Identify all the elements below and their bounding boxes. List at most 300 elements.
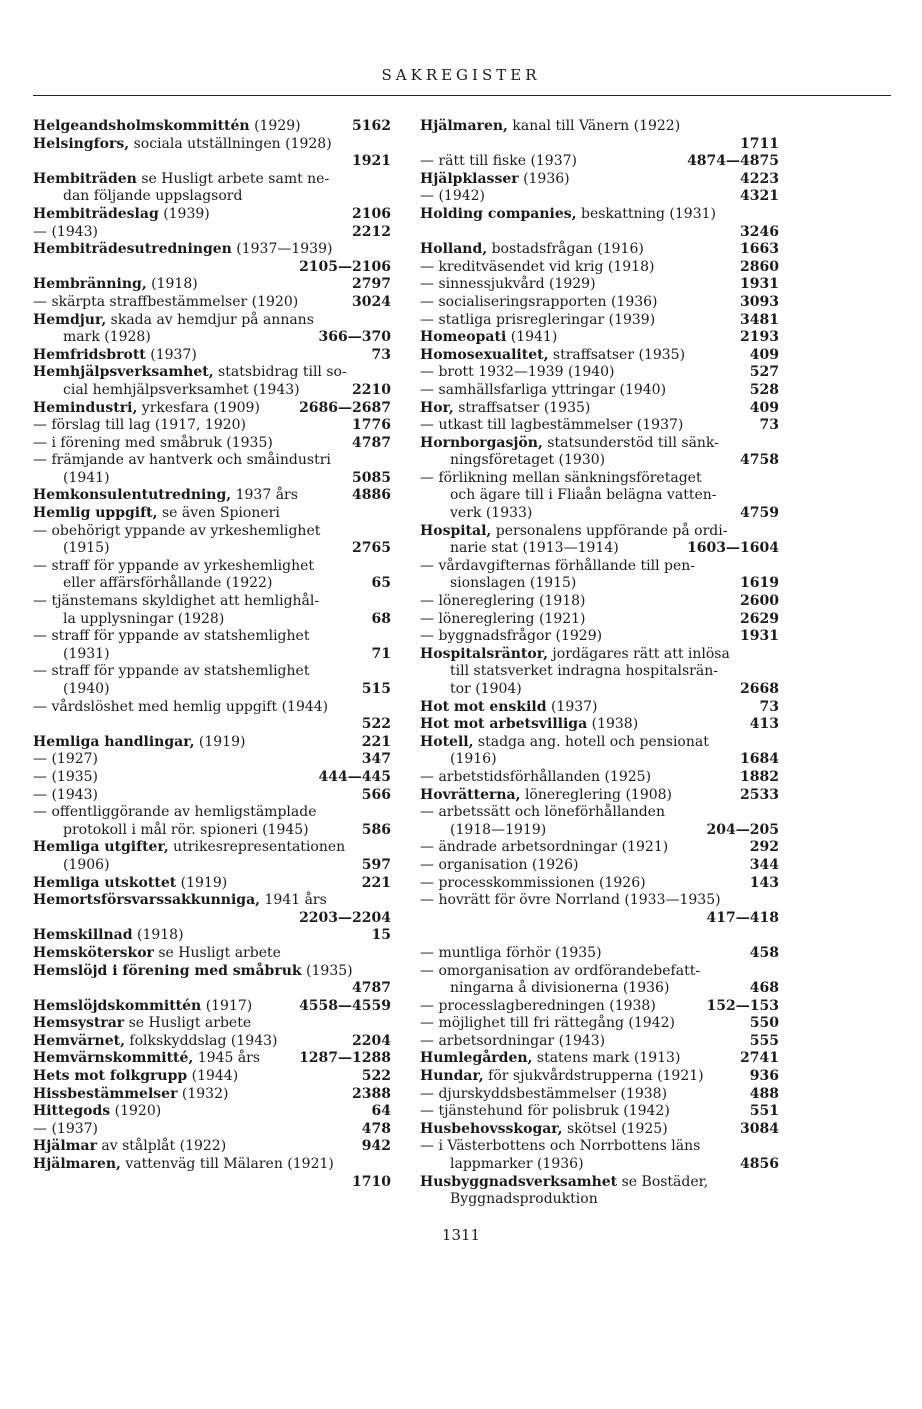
entry-text: — vårdslöshet med hemlig uppgift (1944) (33, 698, 329, 715)
page-reference-line (33, 910, 391, 928)
index-subentry (420, 1015, 779, 1033)
entry-text: se Husligt arbete samt ne- (141, 170, 330, 187)
entry-text: — tjänstemans skyldighet att hemlighål- (33, 593, 320, 610)
page-reference: 527 (749, 364, 779, 381)
index-subentry (33, 699, 391, 717)
entry-text: skötsel (1925) (566, 1120, 668, 1137)
index-entry (420, 329, 779, 347)
entry-text: (1939) (163, 205, 210, 222)
entry-headword: Hemsystrar (33, 1015, 125, 1032)
entry-text: (1937) (550, 698, 598, 715)
entry-text: — muntliga förhör (1935) (420, 944, 602, 961)
entry-text: — tjänstehund för polisbruk (1942) (420, 1103, 670, 1120)
index-subentry (420, 1033, 779, 1051)
page-reference-line (33, 716, 391, 734)
index-entry (33, 364, 391, 382)
index-entry (420, 734, 779, 752)
page-reference: 2860 (740, 258, 779, 275)
page-reference: 2600 (740, 593, 779, 610)
index-subentry (33, 681, 391, 699)
entry-headword: Hemhjälpsverksamhet, (33, 364, 214, 381)
entry-headword: Hittegods (33, 1103, 111, 1120)
entry-text: straffsatser (1935) (552, 346, 686, 363)
page-reference: 204—205 (706, 821, 779, 838)
entry-headword: Hemliga handlingar, (33, 733, 195, 750)
index-subentry (33, 628, 391, 646)
page-reference: 488 (749, 1085, 779, 1102)
entry-text: (1929) (254, 118, 301, 134)
index-entry (33, 892, 391, 910)
blank-line (420, 927, 779, 945)
entry-headword: Hor, (420, 399, 454, 416)
page-reference: 1776 (352, 417, 391, 434)
page-reference: 2212 (352, 223, 391, 240)
page-reference: 1931 (740, 628, 779, 645)
page-reference: 409 (749, 399, 779, 416)
page-reference: 515 (361, 681, 391, 697)
entry-text: — arbetssätt och löneförhållanden (420, 804, 665, 821)
entry-headword: Helsingfors, (33, 135, 130, 152)
entry-text: (1917) (205, 997, 253, 1014)
index-subentry (420, 1138, 779, 1156)
index-subentry (33, 575, 391, 593)
entry-text: sionslagen (1915) (450, 575, 577, 592)
page-reference-line (420, 910, 779, 928)
entry-text: — statliga prisregleringar (1939) (420, 311, 656, 328)
entry-text: — vårdavgifternas förhållande till pen- (420, 557, 696, 574)
entry-text: tor (1904) (450, 681, 522, 697)
index-entry (33, 927, 391, 945)
entry-text: utrikesrepresentationen (173, 839, 346, 856)
index-entry (420, 347, 779, 365)
page-reference: 2686—2687 (299, 399, 391, 416)
entry-text: verk (1933) (450, 505, 533, 522)
index-subentry (420, 1086, 779, 1104)
entry-text: (1941) (63, 469, 110, 486)
entry-text: — organisation (1926) (420, 856, 579, 873)
index-subentry (420, 681, 779, 699)
index-subentry (33, 787, 391, 805)
entry-headword: Hemslöjdskommittén (33, 997, 202, 1014)
index-entry (33, 312, 391, 330)
entry-text: statens mark (1913) (536, 1050, 681, 1067)
entry-text: och ägare till i Fliaån belägna vatten- (450, 487, 717, 504)
index-subentry (420, 628, 779, 646)
entry-text: — processlagberedningen (1938) (420, 997, 656, 1014)
index-column-left (33, 118, 391, 1191)
page-reference: 2388 (352, 1085, 391, 1102)
page-reference: 522 (361, 1068, 391, 1085)
entry-text: — (1943) (33, 786, 99, 803)
entry-text: — förslag till lag (1917, 1920) (33, 417, 247, 434)
page-reference: 4886 (352, 487, 391, 504)
entry-text: (1935) (306, 962, 353, 979)
entry-text: för sjukvårdstrupperna (1921) (488, 1068, 704, 1085)
index-subentry (420, 417, 779, 435)
index-subentry (33, 611, 391, 629)
index-entry (420, 1068, 779, 1086)
entry-text: bostadsfrågan (1916) (491, 241, 644, 258)
index-entry (33, 734, 391, 752)
entry-headword: Hembiträden (33, 170, 137, 187)
entry-text: — utkast till lagbestämmelser (1937) (420, 417, 684, 434)
page-reference-line (420, 224, 779, 242)
page-reference: 4558—4559 (299, 997, 391, 1014)
index-entry (420, 523, 779, 541)
index-subentry (420, 769, 779, 787)
index-subentry (33, 417, 391, 435)
index-subentry (420, 294, 779, 312)
index-subentry (33, 470, 391, 488)
entry-text: — offentliggörande av hemligstämplade (33, 804, 317, 821)
index-entry (33, 1068, 391, 1086)
index-subentry (420, 1156, 779, 1174)
index-entry (420, 400, 779, 418)
index-subentry (420, 259, 779, 277)
entry-text: — socialiseringsrapporten (1936) (420, 293, 658, 310)
page-reference: 586 (361, 821, 391, 838)
index-entry (33, 136, 391, 154)
entry-text: — rätt till fiske (1937) (420, 153, 577, 170)
entry-text: — möjlighet till fri rättegång (1942) (420, 1015, 675, 1032)
entry-headword: Hemdjur, (33, 311, 107, 328)
entry-text: skada av hemdjur på annans (110, 311, 314, 328)
entry-text: protokoll i mål rör. spioneri (1945) (63, 821, 309, 838)
page-reference: 550 (749, 1015, 779, 1032)
page-reference: 3481 (740, 311, 779, 328)
page-reference: 292 (749, 839, 779, 856)
index-subentry (33, 804, 391, 822)
index-subentry (33, 558, 391, 576)
page-reference: 3084 (740, 1120, 779, 1137)
entry-headword: Hjälmar (33, 1138, 97, 1155)
page-reference: 1931 (740, 276, 779, 293)
page-reference: 478 (361, 1120, 391, 1137)
page-reference: 417—418 (706, 909, 779, 926)
entry-text: — (1927) (33, 751, 99, 768)
entry-text: mark (1928) (63, 329, 151, 346)
entry-text: (1937) (150, 346, 197, 363)
entry-text: — processkommissionen (1926) (420, 874, 646, 891)
index-subentry (33, 224, 391, 242)
page-reference-line (33, 1174, 391, 1192)
entry-headword: Husbehovsskogar, (420, 1120, 563, 1137)
index-entry (420, 171, 779, 189)
page-reference: 2204 (352, 1032, 391, 1049)
page-reference: 2193 (740, 329, 779, 346)
header-rule (33, 95, 891, 96)
index-entry (420, 241, 779, 259)
entry-text: se Bostäder, (621, 1173, 709, 1190)
entry-text: — i förening med småbruk (1935) (33, 434, 273, 451)
index-entry (420, 787, 779, 805)
page-reference-line (33, 259, 391, 277)
index-subentry (420, 593, 779, 611)
index-entry (33, 1050, 391, 1068)
entry-headword: Hornborgasjön, (420, 434, 543, 451)
entry-text: — byggnadsfrågor (1929) (420, 628, 603, 645)
index-entry (33, 171, 391, 189)
page-reference: 2210 (352, 381, 391, 398)
page-reference: 444—445 (318, 768, 391, 785)
entry-text: yrkesfara (1909) (141, 399, 260, 416)
page-reference: 3093 (740, 293, 779, 310)
entry-text: — förlikning mellan sänkningsföretaget (420, 469, 702, 486)
entry-text: statsunderstöd till sänk- (547, 434, 719, 451)
index-subentry (33, 523, 391, 541)
entry-text: sociala utställningen (1928) (133, 135, 332, 152)
page-reference: 3246 (740, 223, 779, 240)
index-subentry (33, 593, 391, 611)
entry-text: (1916) (450, 751, 497, 768)
page-reference: 468 (749, 980, 779, 997)
entry-text: (1919) (180, 874, 228, 891)
entry-text: — främjande av hantverk och småindustri (33, 452, 331, 469)
entry-text: Byggnadsproduktion (450, 1191, 598, 1208)
page-reference: 366—370 (318, 329, 391, 346)
entry-headword: Hospital, (420, 522, 492, 539)
page-reference: 2106 (352, 205, 391, 222)
entry-text: dan följande uppslagsord (63, 188, 243, 205)
index-subentry (420, 364, 779, 382)
index-subentry (33, 646, 391, 664)
entry-headword: Hot mot enskild (420, 698, 547, 715)
entry-text: (1906) (63, 856, 110, 873)
entry-text: — arbetsordningar (1943) (420, 1032, 606, 1049)
entry-headword: Hemliga utgifter, (33, 839, 169, 856)
page-reference: 3024 (352, 293, 391, 310)
index-subentry (33, 822, 391, 840)
entry-headword: Homosexualitet, (420, 346, 549, 363)
page-reference: 942 (361, 1138, 391, 1155)
index-entry (33, 276, 391, 294)
page-reference: 4787 (352, 980, 391, 997)
entry-text: (1919) (198, 733, 246, 750)
entry-headword: Hot mot arbetsvilliga (420, 716, 588, 733)
index-subentry (420, 663, 779, 681)
entry-text: cial hemhjälpsverksamhet (1943) (63, 381, 300, 398)
page-reference: 221 (361, 874, 391, 891)
entry-headword: Humlegården, (420, 1050, 533, 1067)
index-entry (420, 1121, 779, 1139)
page-reference: 4787 (352, 434, 391, 451)
entry-headword: Hemvärnskommitté, (33, 1050, 194, 1067)
index-entry (33, 963, 391, 981)
index-subentry (33, 382, 391, 400)
index-entry (33, 839, 391, 857)
page-reference: 64 (371, 1103, 391, 1120)
index-entry (33, 118, 391, 136)
entry-text: — lönereglering (1918) (420, 593, 586, 610)
page-reference: 413 (749, 716, 779, 733)
entry-text: narie stat (1913—1914) (450, 540, 619, 557)
entry-text: straffsatser (1935) (458, 399, 591, 416)
index-subentry (420, 153, 779, 171)
index-entry (420, 118, 779, 136)
page-reference: 1663 (740, 241, 779, 258)
page-reference: 522 (361, 716, 391, 733)
entry-text: (1918—1919) (450, 821, 547, 838)
page-reference: 73 (759, 417, 779, 434)
index-entry (33, 1103, 391, 1121)
index-subentry (420, 875, 779, 893)
entry-text: — (1935) (33, 768, 99, 785)
entry-text: — ändrade arbetsordningar (1921) (420, 839, 669, 856)
entry-text: — straff för yppande av statshemlighet (33, 663, 310, 680)
entry-text: lappmarker (1936) (450, 1156, 584, 1173)
index-subentry (420, 839, 779, 857)
entry-text: — straff för yppande av statshemlighet (33, 628, 310, 645)
entry-text: — kreditväsendet vid krig (1918) (420, 258, 655, 275)
entry-headword: Hovrätterna, (420, 786, 521, 803)
entry-text: kanal till Vänern (1922) (512, 118, 681, 134)
index-subentry (33, 857, 391, 875)
entry-text: 1945 års (197, 1050, 261, 1067)
index-subentry (420, 751, 779, 769)
entry-text: — samhällsfarliga yttringar (1940) (420, 381, 667, 398)
index-entry (420, 435, 779, 453)
entry-text: statsbidrag till so- (218, 364, 347, 381)
entry-text: (1940) (63, 681, 110, 697)
page-reference: 1921 (352, 153, 391, 170)
page-reference: 1710 (352, 1173, 391, 1190)
index-entry (420, 699, 779, 717)
index-subentry (420, 945, 779, 963)
entry-text: 1937 års (235, 487, 298, 504)
entry-text: till statsverket indragna hospitalsrän- (450, 663, 718, 680)
entry-headword: Hemfridsbrott (33, 346, 146, 363)
entry-text: se Husligt arbete (158, 944, 281, 961)
entry-text: — (1937) (33, 1120, 99, 1137)
page-reference: 344 (749, 856, 779, 873)
entry-headword: Hjälpklasser (420, 170, 519, 187)
page-reference: 143 (749, 874, 779, 891)
entry-headword: Hemslöjd i förening med småbruk (33, 962, 302, 979)
index-subentry (420, 1191, 779, 1209)
page-reference: 4856 (740, 1156, 779, 1173)
index-subentry (33, 452, 391, 470)
index-entry (33, 241, 391, 259)
entry-text: eller affärsförhållande (1922) (63, 575, 273, 592)
page-reference: 1684 (740, 751, 779, 768)
index-subentry (420, 276, 779, 294)
index-subentry (420, 312, 779, 330)
index-entry (420, 1050, 779, 1068)
entry-text: — hovrätt för övre Norrland (1933—1935) (420, 892, 721, 909)
entry-text: ningarna å divisionerna (1936) (450, 980, 670, 997)
entry-text: personalens uppförande på ordi- (495, 522, 728, 539)
index-entry (33, 1015, 391, 1033)
entry-text: (1915) (63, 540, 110, 557)
index-subentry (33, 435, 391, 453)
entry-text: beskattning (1931) (580, 205, 716, 222)
index-subentry (420, 575, 779, 593)
entry-text: stadga ang. hotell och pensionat (477, 733, 709, 750)
index-entry (420, 716, 779, 734)
entry-headword: Holding companies, (420, 205, 577, 222)
entry-text: (1918) (151, 276, 198, 293)
index-subentry (420, 540, 779, 558)
entry-text: — straff för yppande av yrkeshemlighet (33, 557, 315, 574)
page-reference: 2741 (740, 1050, 779, 1067)
index-entry (33, 1156, 391, 1174)
page-reference: 73 (371, 346, 391, 363)
entry-text: 1941 års (264, 892, 327, 909)
page-reference-line (33, 980, 391, 998)
entry-text: (1941) (510, 329, 558, 346)
page-reference: 2203—2204 (299, 909, 391, 926)
entry-headword: Hotell, (420, 733, 474, 750)
page-reference: 65 (371, 575, 391, 592)
entry-headword: Hemskillnad (33, 927, 133, 944)
index-subentry (420, 963, 779, 981)
page-reference: 221 (361, 733, 391, 750)
index-entry (33, 945, 391, 963)
entry-text: — sinnessjukvård (1929) (420, 276, 596, 293)
entry-text: — obehörigt yppande av yrkeshemlighet (33, 522, 321, 539)
entry-text: — (1943) (33, 223, 99, 240)
page-reference: 1603—1604 (687, 540, 779, 557)
entry-headword: Hemsköterskor (33, 944, 154, 961)
entry-text: (1918) (136, 927, 184, 944)
entry-headword: Hundar, (420, 1068, 484, 1085)
entry-text: se även Spioneri (161, 505, 280, 522)
entry-text: se Husligt arbete (128, 1015, 252, 1032)
index-subentry (33, 294, 391, 312)
index-subentry (420, 452, 779, 470)
page-reference: 71 (371, 645, 391, 662)
index-entry (33, 1086, 391, 1104)
index-subentry (420, 558, 779, 576)
entry-text: — i Västerbottens och Norrbottens läns (420, 1138, 701, 1155)
page-reference: 1711 (740, 135, 779, 152)
entry-text: — lönereglering (1921) (420, 610, 586, 627)
page-reference: 2765 (352, 540, 391, 557)
entry-headword: Hemlig uppgift, (33, 505, 158, 522)
page-reference-line (33, 153, 391, 171)
entry-headword: Holland, (420, 241, 488, 258)
entry-text: ningsföretaget (1930) (450, 452, 606, 469)
index-subentry (420, 822, 779, 840)
entry-headword: Hemliga utskottet (33, 874, 177, 891)
page-header: SAKREGISTER (381, 66, 541, 84)
entry-text: la upplysningar (1928) (63, 610, 225, 627)
index-entry (33, 206, 391, 224)
entry-headword: Hissbestämmelser (33, 1085, 178, 1102)
index-subentry (420, 487, 779, 505)
entry-headword: Homeopati (420, 329, 507, 346)
entry-headword: Hjälmaren, (420, 118, 508, 134)
entry-text: (1936) (523, 170, 570, 187)
entry-headword: Hemvärnet, (33, 1032, 125, 1049)
index-subentry (33, 329, 391, 347)
page-reference: 2533 (740, 786, 779, 803)
entry-text: — arbetstidsförhållanden (1925) (420, 768, 652, 785)
entry-text: (1931) (63, 645, 110, 662)
page-reference: 5085 (352, 469, 391, 486)
page-reference: 4759 (740, 505, 779, 522)
page-reference: 458 (749, 944, 779, 961)
page-reference: 1882 (740, 768, 779, 785)
entry-text: — skärpta straffbestämmelser (1920) (33, 293, 299, 310)
index-subentry (420, 1103, 779, 1121)
entry-text: vattenväg till Mälaren (1921) (125, 1156, 334, 1173)
entry-headword: Hets mot folkgrupp (33, 1068, 188, 1085)
page-reference: 2629 (740, 610, 779, 627)
entry-text: — djurskyddsbestämmelser (1938) (420, 1085, 668, 1102)
entry-text: — (1942) (420, 188, 486, 205)
entry-headword: Hembiträdesutredningen (33, 241, 232, 258)
